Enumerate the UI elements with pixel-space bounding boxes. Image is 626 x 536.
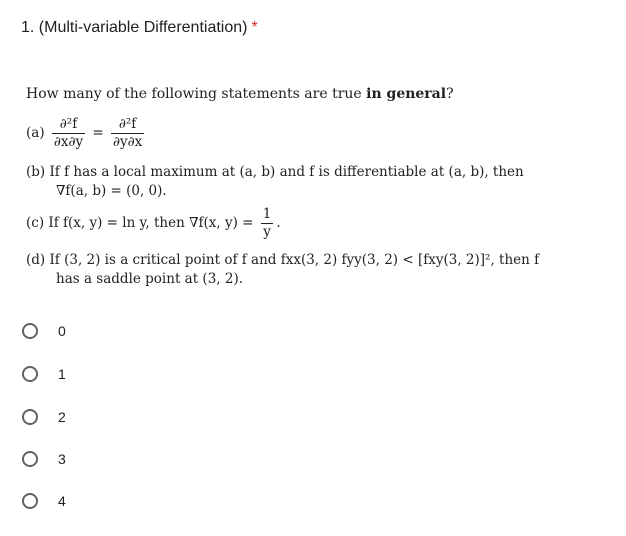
rhs-fraction <box>111 116 144 151</box>
radio-circle-icon[interactable] <box>22 409 38 425</box>
statement-c-denominator: y <box>263 224 271 240</box>
question-title-text: 1. (Multi-variable Differentiation) <box>21 19 248 36</box>
prompt-text: How many of the following statements are true <box>26 86 362 102</box>
prompt-bold-text: in general <box>366 86 447 102</box>
option-label: 4 <box>58 493 66 509</box>
statement-a <box>26 116 147 151</box>
statement-c-prefix: (c) If f(x, y) = ln y, then ∇f(x, y) = <box>26 215 254 231</box>
statement-b-line1: (b) If f has a local maximum at (a, b) and f is differentiable at (a, b), then <box>26 164 524 180</box>
option-label: 2 <box>58 409 66 425</box>
lhs-denominator: ∂x∂y <box>53 134 84 150</box>
rhs-numerator: ∂²f <box>111 116 144 134</box>
rhs-denominator: ∂y∂x <box>113 134 143 150</box>
question-title <box>21 19 258 37</box>
option-4[interactable] <box>22 488 66 514</box>
statement-d-line2: has a saddle point at (3, 2). <box>56 271 244 287</box>
radio-circle-icon[interactable] <box>22 366 38 382</box>
statement-c-fraction <box>261 206 274 241</box>
statement-d-line1: (d) If (3, 2) is a critical point of f and fxx(3, 2) fyy(3, 2) < [fxy(3, 2)]², then f <box>26 252 540 268</box>
option-2[interactable] <box>22 404 66 430</box>
option-label: 1 <box>58 366 66 382</box>
statement-b-line2: ∇f(a, b) = (0, 0). <box>56 183 167 199</box>
statement-c <box>26 206 281 241</box>
option-label: 3 <box>58 451 66 467</box>
radio-circle-icon[interactable] <box>22 451 38 467</box>
statement-d <box>26 251 539 289</box>
statement-c-numerator: 1 <box>262 206 272 222</box>
option-label: 0 <box>58 323 66 339</box>
equals-sign: = <box>92 125 104 141</box>
statement-c-suffix: . <box>276 215 281 231</box>
required-asterisk: * <box>251 19 258 36</box>
radio-circle-icon[interactable] <box>22 323 38 339</box>
lhs-numerator: ∂²f <box>52 116 85 134</box>
radio-circle-icon[interactable] <box>22 493 38 509</box>
option-1[interactable] <box>22 361 66 387</box>
statement-a-label: (a) <box>26 125 45 141</box>
statement-b <box>26 163 524 201</box>
option-0[interactable] <box>22 318 66 344</box>
question-prompt <box>26 86 454 102</box>
prompt-end: ? <box>446 86 454 102</box>
option-3[interactable] <box>22 446 66 472</box>
lhs-fraction <box>52 116 85 151</box>
